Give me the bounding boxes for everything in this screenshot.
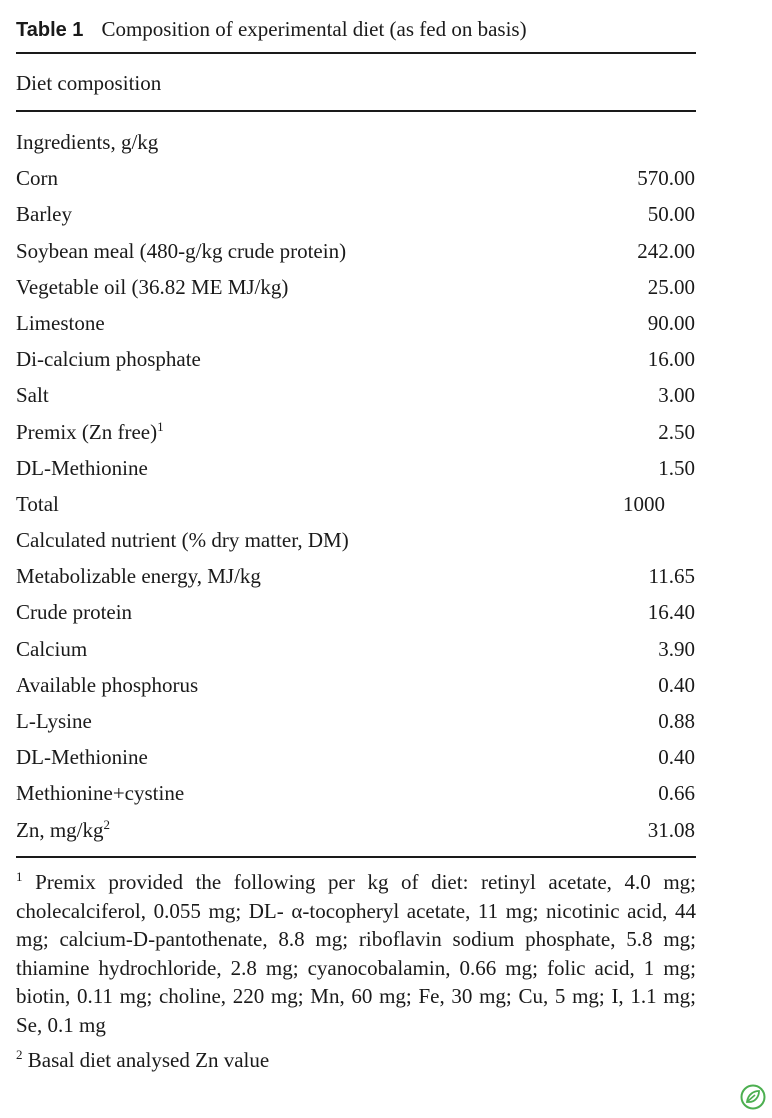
top-rule [16,52,696,54]
footnote-ref: 1 [157,418,164,434]
footnote-2 [16,1046,696,1075]
row-value: 0.40 [658,672,695,697]
row-value: 1.50 [658,455,695,480]
table-row [16,126,696,162]
row-value: 11.65 [648,564,695,589]
table-row [16,488,696,524]
table-row [16,669,696,705]
table-caption [16,14,527,44]
row-value: 90.00 [647,310,695,335]
row-label [16,198,72,230]
row-label-text: DL-Methionine [16,745,148,770]
table-row [16,524,696,560]
table-row [16,596,696,632]
row-label-text: Soybean meal (480-g/kg crude protein) [16,238,347,263]
table-row [16,452,696,488]
table-row [16,705,696,741]
header-rule [16,110,696,112]
row-value: 3.90 [658,636,695,661]
bottom-rule [16,856,696,858]
table-row [16,777,696,813]
table-row [16,235,696,271]
row-label-text: Premix (Zn free) [16,419,158,444]
leaf-badge-icon [740,1084,766,1110]
row-label [16,307,105,339]
row-value: 50.00 [647,202,695,227]
row-label-text: Corn [16,166,58,191]
row-label-text: Zn, mg/kg [16,817,104,842]
table-row [16,162,696,198]
row-label-text: Methionine+cystine [16,781,185,806]
row-label-text: Di-calcium phosphate [16,347,201,372]
row-label [16,416,164,448]
table-row [16,343,696,379]
row-label [16,452,148,484]
row-label-text: Salt [16,383,49,408]
row-label [16,126,158,158]
row-label-text: Limestone [16,310,105,335]
row-value: 0.88 [658,709,695,733]
table-row [16,379,696,415]
footnote-text: Premix provided the following per kg of diet: retinyl acetate, 4.0 mg; cholecalciferol, 0.055 mg; DL- α-tocopheryl acetate, 11 mg; nicotinic acid, 44 mg; calcium-D-pantothenate, 8.8 mg; riboflavin sodium phosphate, 5.8 mg; thiamine hydrochloride, 2.8 mg; cyanocobalamin, 0.66 mg; folic acid, 1 mg; biotin, 0.11 mg; choline, 220 mg; Mn, 60 mg; Fe, 30 mg; Cu, 5 mg; I, 1.1 mg; Se, 0.1 mg [16,870,697,1037]
row-value: 16.40 [647,600,695,625]
row-label-text: DL-Methionine [16,455,148,480]
table-label: Table 1 [16,19,84,41]
row-value: 25.00 [647,274,695,299]
table-row [16,307,696,343]
row-label [16,560,261,592]
row-value: 3.00 [658,383,695,408]
footnote-text: Basal diet analysed Zn value [27,1048,270,1072]
row-label [16,633,87,665]
row-label [16,343,201,375]
row-label-text: L-Lysine [16,709,92,733]
table-row [16,271,696,307]
row-value: 570.00 [637,166,695,191]
table-row [16,198,696,234]
row-value: 0.40 [658,745,695,770]
row-value: 2.50 [658,419,695,444]
row-label [16,162,58,194]
row-label-text: Calcium [16,636,88,661]
row-label-text: Calculated nutrient (% dry matter, DM) [16,528,349,553]
row-label [16,235,346,267]
row-label [16,271,288,303]
row-value: 242.00 [637,238,695,263]
row-label-text: Available phosphorus [16,672,199,697]
table-row [16,560,696,596]
row-label [16,379,49,411]
footnote-mark: 1 [16,869,23,884]
row-label [16,741,148,773]
row-label-text: Vegetable oil (36.82 ME MJ/kg) [16,274,289,299]
row-label-text: Crude protein [16,600,133,625]
table-row [16,633,696,669]
table-row [16,814,696,850]
row-label [16,705,92,737]
footnote-ref: 2 [103,816,110,832]
table-row [16,416,696,452]
row-label [16,488,59,520]
row-label [16,524,349,556]
footnote-mark: 2 [16,1047,23,1062]
row-value: 1000 [623,491,665,516]
row-label-text: Metabolizable energy, MJ/kg [16,564,261,589]
row-label-text: Barley [16,202,72,227]
row-label [16,596,132,628]
row-value: 0.66 [658,781,695,806]
row-label [16,669,198,701]
row-label [16,814,110,846]
footnotes [16,868,696,1075]
row-label-text: Ingredients, g/kg [16,130,159,154]
column-header: Diet composition [16,71,162,95]
row-label [16,777,184,809]
table-title: Composition of experimental diet (as fed on basis) [101,17,527,41]
row-label-text: Total [16,491,59,516]
row-value: 31.08 [647,817,695,842]
table-row [16,741,696,777]
table-body [16,126,696,850]
row-value: 16.00 [647,347,695,372]
footnote-1 [16,868,696,1039]
